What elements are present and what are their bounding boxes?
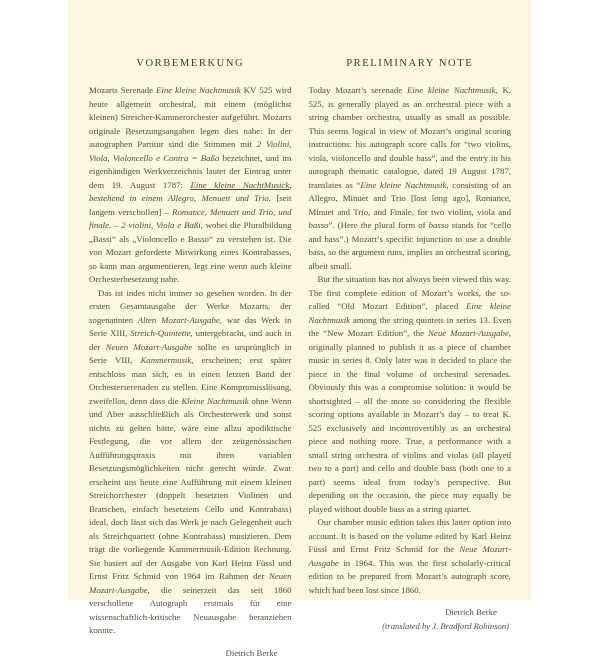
text-segment: stands for “cello and bass”.) Mozart’s specific injunction to use a double bass, so the argument runs, implies an orchestral scoring, albeit small. (309, 220, 512, 271)
text-segment: Neue Mozart-Ausgabe (309, 544, 512, 568)
signature-english: Dietrich Berke (309, 606, 512, 620)
text-segment: Our chamber music edition takes this latter option into account. It is based on the volume edited by Karl Heinz Füssl and Ernst Fritz Schmid for the (309, 517, 512, 554)
text-segment: sollte es ursprünglich in Serie VIII, (89, 342, 292, 366)
text-segment: , originally planned to publish it as a piece of chamber music in series 8. Only later was it decided to place the piece in the final volume of orchestral serenades. Obviously this was a compromise solution: it would be shortsighted – all the more so considering the flexible scoring options available in Mozart’s day – to treat K. 525 exclusively and incontrovertibly as an orchestral piece and nothing more. True, a performance with a small string orchestra of violins and violas (all played two to a part) and cello and double bass (both one to a part) seems ideal from today’s perspective. But depending on the occasion, the piece may equally be played without double bass as a string quartet. (309, 328, 512, 514)
german-paragraphs (89, 84, 292, 638)
text-segment: Eine kleine Nachtmusik (156, 85, 241, 95)
text-segment: bezeichnet, und im eigenhändigen Werkverzeichnis lautet der Eintrag unter dem 19. August 1787: (89, 153, 292, 190)
text-segment: Eine kleine Nachtmusik (360, 180, 446, 190)
text-segment: Eine kleine Nachtmusik (407, 85, 495, 95)
english-heading: PRELIMINARY NOTE (309, 58, 512, 69)
text-segment: , wobei die Pluralbildung „Bassi“ als „Violoncello e Basso“ zu verstehen ist. Die von Mozart geforderte Mitwirkung eines Kontrabasses, so kann man argumentieren, legt eine wenn auch kleine Orchesterbesetzung nahe. (89, 220, 292, 284)
text-segment: Alten Mozart-Ausgabe (138, 315, 220, 325)
text-segment: Mozarts Serenade (89, 85, 156, 95)
text-segment: Kammermusik (140, 355, 191, 365)
translator-credit: (translated by J. Bradford Robinson) (309, 620, 512, 634)
text-segment: basso (429, 220, 449, 230)
text-segment: Das ist indes nicht immer so gesehen worden. In der ersten Gesamtausgabe der Werke Mozarts, der sogenannten (89, 288, 292, 325)
page (68, 0, 531, 600)
text-segment: Romance, Menuett und Trio, und finale. – 2 violini, Viola e Baßi (89, 207, 292, 231)
text-segment: Neue Mozart-Ausgabe (428, 328, 509, 338)
text-segment: Neuen Mozart-Ausgabe (106, 342, 193, 352)
text-segment: ”. (Here the plural form of (329, 220, 429, 230)
text-segment: , erscheinen; erst später entschloss man sich, es in einen letzten Band der Orchesterserenaden zu stellen. Eine Kompromisslösung, zweifellos, denn dass die (89, 355, 292, 406)
text-segment: , war das Werk in Serie XIII, (89, 315, 292, 339)
text-segment: , die seinerzeit das seit 1860 verschollene Autograph erstmals für eine wissenschaftlich-kritische Neuausgabe heranziehen konnte. (89, 585, 292, 636)
text-segment: , untergebracht, und auch in der (89, 328, 292, 352)
text-segment: , K. 525, is generally played as an orchestral piece with a string chamber orchestra, usually as small as possible. This seems logical in view of Mozart’s original scoring instructions: his autograph score calls for “two violins, viola, violoncello and double bass”, and the entry in his autograph thematic catalogue, dated 19 August 1787, translates as “ (309, 85, 512, 190)
text-segment: Kleine Nachtmusik (181, 396, 248, 406)
two-column-layout (89, 0, 511, 660)
text-segment: in 1964. This was the first scholarly-critical edition to be prepared from Mozart’s autograph score, which had been lost since 1860. (309, 558, 512, 595)
text-segment: ohne Wenn und Aber ausschließlich als Orchesterwerk und sonst nichts zu gelten hätte, wäre eine allzu apodiktische Festlegung, die vor allem der zeitgenössischen Aufführungspraxis mit ihren variablen Besetzungsmöglichkeiten nicht gerecht würde. Zwar erscheint uns heute eine Aufführung mit einem kleinen Streichorchester (doppelt besetzten Violinen und Bratschen, einfach besetztem Cello und Kontrabass) ideal, doch lässt sich das Werk je nach Gelegenheit auch als Streichquartett (ohne Kontrabass) musizieren. Dem trägt die vorliegende Kammermusik-Edition Rechnung. Sie basiert auf der Ausgabe von Karl Heinz Füssl und Ernst Fritz Schmid von 1964 im Rahmen der (89, 396, 292, 582)
text-segment: , consisting of an Allegro, Minuet and Trio [lost long ago], Romance, Minuet and Trio, and Finale, for two violins, viola and (309, 180, 512, 217)
paragraph (89, 84, 292, 287)
signature-german: Dietrich Berke (89, 647, 292, 660)
text-segment: KV 525 wird heute allgemein orchestral, mit einem (möglichst kleinen) Streicher-Kammerorchester aufgeführt. Mozarts originale Besetzungsangaben legen dies nahe: In der autographen Partitur sind die Stimmen mit (89, 85, 292, 149)
english-paragraphs (309, 84, 512, 597)
text-segment: [seit langem verschollen] – (89, 193, 291, 217)
text-segment: Today Mozart’s serenade (309, 85, 408, 95)
paragraph (309, 516, 512, 597)
text-segment: among the string quintets in series 13. Even the “New Mozart Edition”, the (309, 315, 512, 339)
english-column (309, 0, 512, 660)
text-segment: , bestehend in einem Allegro, Menuett und Trio. (89, 180, 292, 204)
text-segment: Neuen Mozart-Ausgabe (89, 571, 292, 595)
text-segment: basso (309, 220, 329, 230)
text-segment: 2 Violini, Viola, Violoncello e Contra = Baßo (89, 139, 292, 163)
german-heading: VORBEMERKUNG (89, 58, 292, 69)
text-segment: Eine kleine NachtMusick (191, 180, 290, 190)
paragraph (309, 273, 512, 516)
german-column (89, 0, 292, 660)
text-segment: Eine kleine Nachtmusik (309, 301, 511, 325)
text-segment: Streich-Quintette (130, 328, 190, 338)
text-segment: But the situation has not always been viewed this way. The first complete edition of Mozart’s works, the so-called “Old Mozart Edition”, placed (309, 274, 512, 311)
paragraph (89, 287, 292, 638)
paragraph (309, 84, 512, 273)
